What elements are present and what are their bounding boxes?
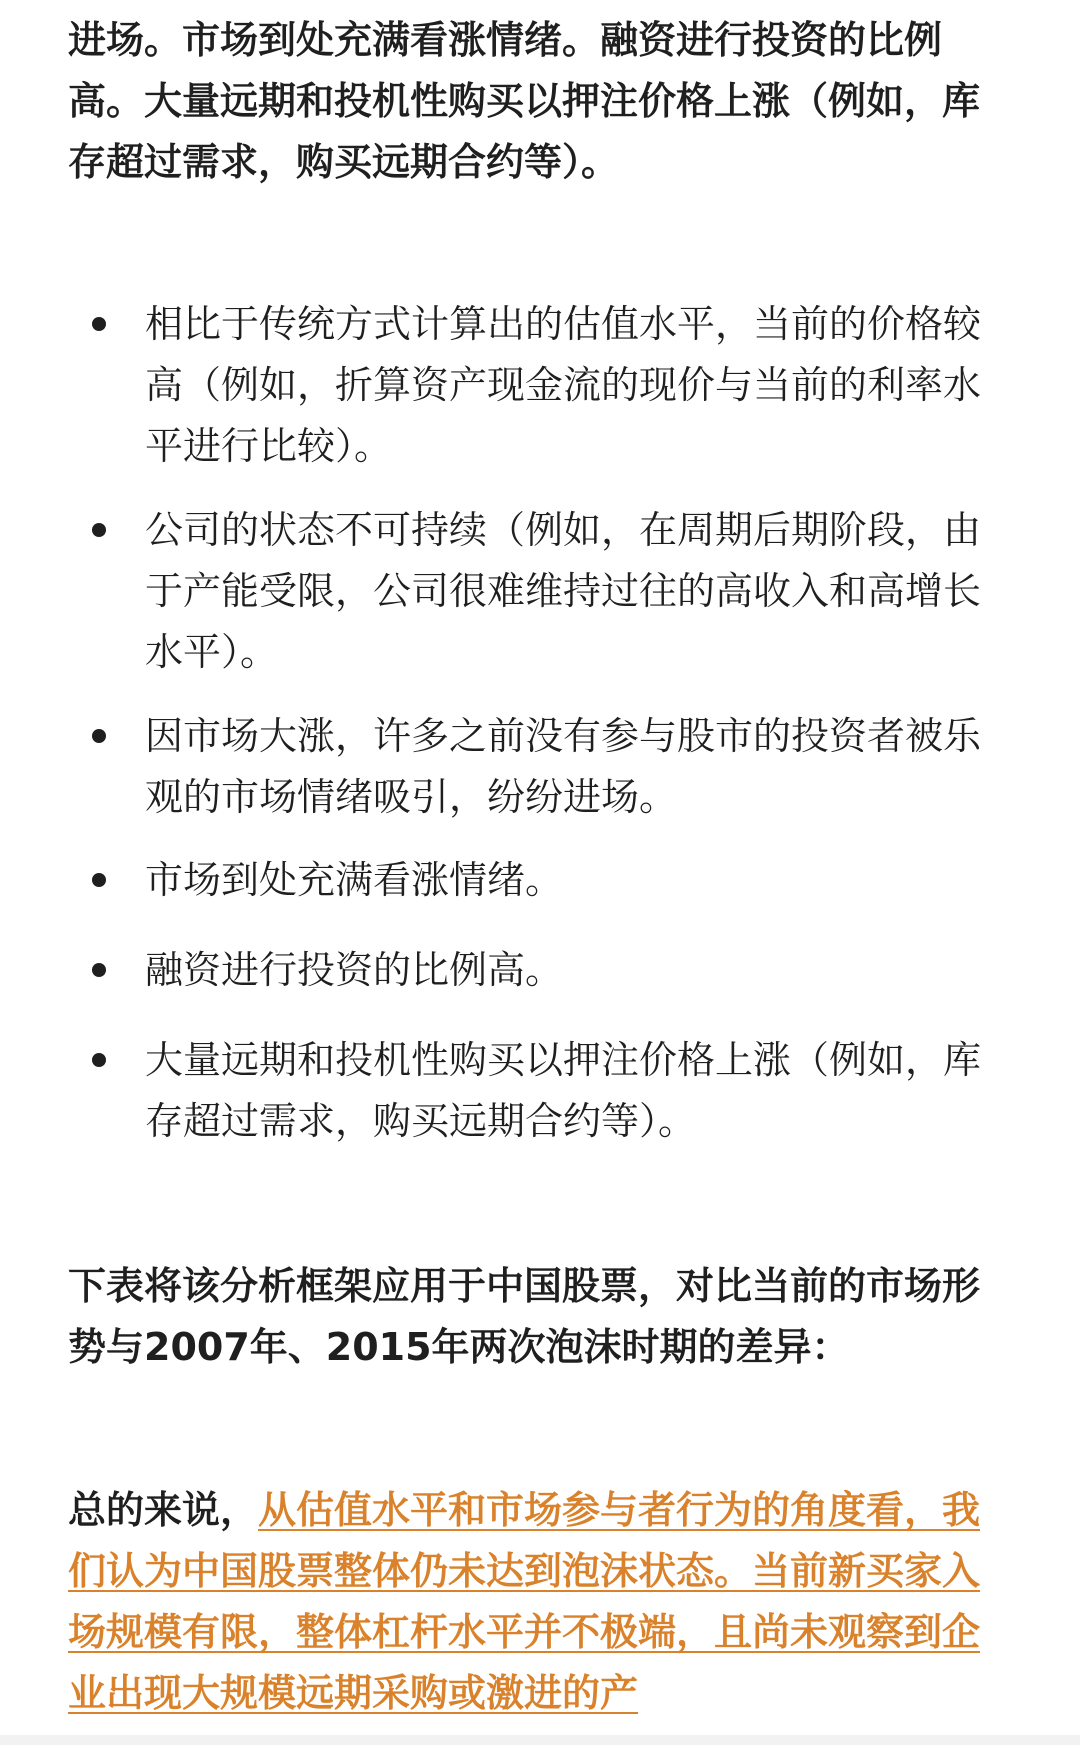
summary-lead: 总的来说，: [68, 1488, 259, 1532]
bullet-text: 融资进行投资的比例高。: [145, 948, 564, 992]
bullet-dot-icon: [92, 729, 106, 743]
bullet-dot-icon: [92, 317, 106, 331]
bullet-text: 市场到处充满看涨情绪。: [145, 858, 564, 902]
table-intro-paragraph: 下表将该分析框架应用于中国股票，对比当前的市场形势与2007年、2015年两次泡沫时期的差异：: [68, 1264, 981, 1369]
bullet-dot-icon: [92, 1053, 106, 1067]
bullet-text: 相比于传统方式计算出的估值水平，当前的价格较高（例如，折算资产现金流的现价与当前的利率水平进行比较）。: [145, 302, 982, 468]
bullet-dot-icon: [92, 873, 106, 887]
bullet-dot-icon: [92, 523, 106, 537]
intro-paragraph: 进场。市场到处充满看涨情绪。融资进行投资的比例高。大量远期和投机性购买以押注价格上涨（例如，库存超过需求，购买远期合约等）。: [68, 18, 981, 184]
summary-paragraph: [68, 1480, 1008, 1724]
bottom-divider: [0, 1735, 1080, 1745]
summary-highlight: 从估值水平和市场参与者行为的角度看，我们认为中国股票整体仍未达到泡沫状态。当前新买家入场规模有限，整体杠杆水平并不极端，且尚未观察到企业出现大规模远期采购或激进的产: [68, 1488, 981, 1715]
bullet-text: 大量远期和投机性购买以押注价格上涨（例如，库存超过需求，购买远期合约等）。: [145, 1038, 982, 1143]
bullet-text: 因市场大涨，许多之前没有参与股市的投资者被乐观的市场情绪吸引，纷纷进场。: [145, 714, 982, 819]
bullet-text: 公司的状态不可持续（例如，在周期后期阶段，由于产能受限，公司很难维持过往的高收入和高增长水平）。: [145, 508, 982, 674]
bullet-dot-icon: [92, 963, 106, 977]
